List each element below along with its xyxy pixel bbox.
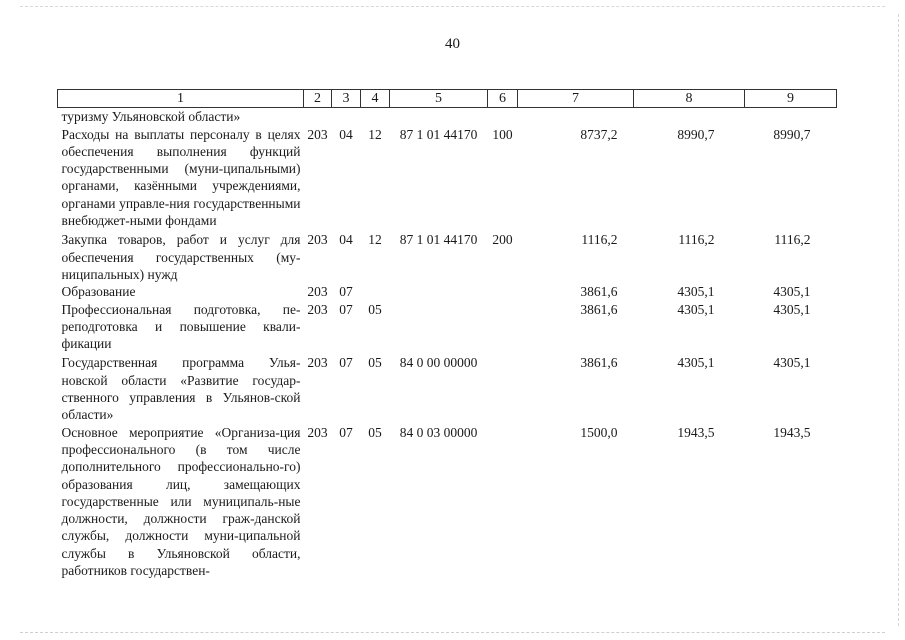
row-year1: 3861,6 [580,284,618,300]
row-gr: 203 [307,424,328,440]
row-year3: 8990,7 [773,126,811,142]
row-gr: 203 [307,284,328,300]
row-year2: 4305,1 [677,284,715,300]
row-year3: 4305,1 [773,355,811,371]
row-year2: 4305,1 [677,301,715,317]
table-row [58,352,837,423]
budget-table [57,89,837,579]
row-name: Профессиональная подготовка, пе-реподготовка и повышение квали-фикации [61,301,301,352]
row-rz: 07 [339,424,353,440]
column-header: 3 [332,90,361,108]
row-name: Расходы на выплаты персоналу в целях обеспечения выполнения функций государственными (муни-ципальными) органами, казёнными учреждениями, органами управле-ния государственными внебюджет-ными фондами [61,126,301,229]
row-vr: 200 [492,232,513,248]
row-rz: 07 [339,301,353,317]
row-year2: 8990,7 [677,126,715,142]
table-header-row [58,90,837,108]
row-year1: 1500,0 [580,424,618,440]
row-year3: 1943,5 [773,424,811,440]
row-pr: 12 [368,126,382,142]
table-row [58,424,837,580]
row-csr [390,301,488,353]
row-rz [332,108,361,126]
row-name: Закупка товаров, работ и услуг для обеспечения государственных (му-ниципальных) нужд [61,232,301,282]
row-name: Основное мероприятие «Организа-ция профессионального (в том числе дополнительного профессионально-го) образования лиц, замещающих государственные или муниципаль-ные должности, должности граж-данской службы, должности муни-ципальной службы в Ульяновской области, работников государствен- [61,424,301,579]
row-year1 [518,108,634,126]
row-pr [361,108,390,126]
page-number: 40 [445,36,460,52]
row-rz: 07 [339,355,353,371]
scan-edge-right [898,14,899,626]
row-rz: 07 [339,284,353,300]
scan-edge-bottom [20,632,885,633]
column-header: 5 [390,90,488,108]
row-year1: 3861,6 [580,301,618,317]
table-row [58,283,837,300]
row-gr [304,108,332,126]
row-vr [488,352,518,423]
row-year1: 8737,2 [580,126,618,142]
row-vr [488,108,518,126]
table-row [58,229,837,283]
row-name: Государственная программа Улья-новской области «Развитие государ-ственного управления в Ульянов-ской области» [61,355,301,423]
row-csr [390,283,488,300]
row-pr: 05 [368,424,382,440]
row-name: Образование [61,284,136,300]
row-csr: 84 0 00 00000 [399,355,478,371]
row-gr: 203 [307,232,328,248]
row-year3 [745,108,837,126]
row-year1: 1116,2 [581,232,618,248]
table-row [58,108,837,126]
row-vr [488,424,518,580]
row-rz: 04 [339,232,353,248]
row-vr: 100 [492,126,513,142]
row-csr: 84 0 03 00000 [399,424,478,440]
row-pr: 05 [368,355,382,371]
row-name: туризму Ульяновской области» [61,109,241,125]
row-year2: 1116,2 [678,232,715,248]
row-csr: 87 1 01 44170 [399,232,478,248]
column-header: 7 [518,90,634,108]
column-header: 6 [488,90,518,108]
row-rz: 04 [339,126,353,142]
row-pr [361,283,390,300]
row-pr: 05 [368,301,382,317]
row-gr: 203 [307,301,328,317]
row-year3: 1116,2 [774,232,811,248]
column-header: 8 [634,90,745,108]
column-header: 9 [745,90,837,108]
table-row [58,301,837,353]
row-year2: 1943,5 [677,424,715,440]
row-year3: 4305,1 [773,301,811,317]
column-header: 4 [361,90,390,108]
row-year2: 4305,1 [677,355,715,371]
row-year3: 4305,1 [773,284,811,300]
row-vr [488,301,518,353]
row-year1: 3861,6 [580,355,618,371]
row-year2 [634,108,745,126]
table-row [58,126,837,230]
row-gr: 203 [307,126,328,142]
row-csr: 87 1 01 44170 [399,126,478,142]
row-csr [390,108,488,126]
scan-edge-top [20,6,885,7]
row-pr: 12 [368,232,382,248]
column-header: 2 [304,90,332,108]
column-header: 1 [58,90,304,108]
row-vr [488,283,518,300]
row-gr: 203 [307,355,328,371]
